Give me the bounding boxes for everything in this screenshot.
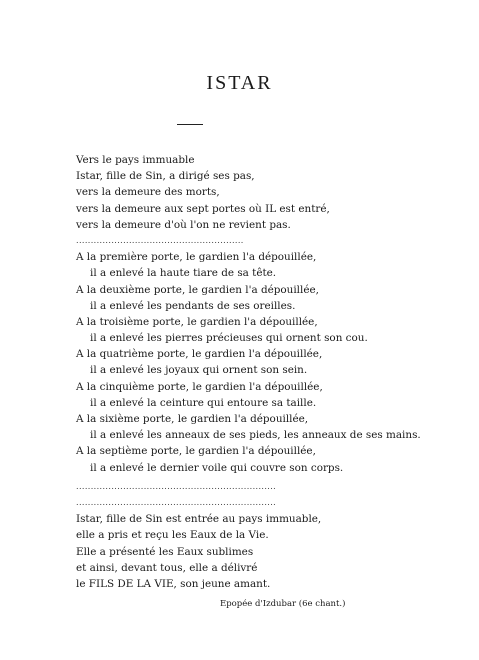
ellipsis-separator: .................................................................... (76, 497, 277, 507)
source-citation: Epopée d'Izdubar (6e chant.) (220, 599, 346, 609)
gate-line-indented: il a enlevé les joyaux qui ornent son sein. (90, 364, 308, 377)
gate-line-indented: il a enlevé la ceinture qui entoure sa taille. (90, 396, 317, 409)
gate-line-indented: il a enlevé la haute tiare de sa tête. (90, 267, 277, 280)
verse-line: Elle a présenté les Eaux sublimes (76, 545, 254, 558)
gate-line: A la septième porte, le gardien l'a dépouillée, (76, 445, 316, 458)
ellipsis-separator: ......................................................... (76, 235, 244, 245)
verse-line: elle a pris et reçu les Eaux de la Vie. (76, 529, 269, 542)
gate-line: A la deuxième porte, le gardien l'a dépouillée, (76, 283, 319, 296)
gate-line-indented: il a enlevé les anneaux de ses pieds, les anneaux de ses mains. (90, 429, 421, 442)
gate-line: A la sixième porte, le gardien l'a dépouillée, (76, 413, 309, 425)
poem-title: ISTAR (206, 72, 273, 94)
stanza-closing (76, 511, 476, 592)
gate-line-indented: il a enlevé le dernier voile qui couvre son corps. (90, 461, 344, 474)
stanza-gates (76, 249, 476, 476)
gate-line: A la première porte, le gardien l'a dépouillée, (76, 251, 317, 264)
title-rule (177, 124, 203, 125)
gate-line-indented: il a enlevé les pendants de ses oreilles. (90, 299, 296, 312)
stanza-opening (76, 152, 476, 233)
verse-line: vers la demeure d'où l'on ne revient pas. (76, 218, 291, 231)
ellipsis-separator: .................................................................... (76, 481, 277, 491)
verse-line: vers la demeure aux sept portes où IL est entré, (76, 202, 330, 215)
gate-line-indented: il a enlevé les pierres précieuses qui ornent son cou. (90, 332, 368, 345)
verse-line: vers la demeure des morts, (76, 186, 220, 199)
verse-line: Istar, fille de Sin est entrée au pays immuable, (76, 513, 322, 526)
verse-line: et ainsi, devant tous, elle a délivré (76, 561, 258, 574)
gate-line: A la cinquième porte, le gardien l'a dépouillée, (76, 380, 323, 393)
verse-line: le FILS DE LA VIE, son jeune amant. (76, 577, 271, 590)
poem-body (76, 152, 476, 592)
verse-line: Istar, fille de Sin, a dirigé ses pas, (76, 170, 255, 183)
gate-line: A la troisième porte, le gardien l'a dépouillée, (76, 315, 318, 328)
gate-line: A la quatrième porte, le gardien l'a dépouillée, (76, 348, 323, 361)
verse-line: Vers le pays immuable (76, 154, 195, 166)
